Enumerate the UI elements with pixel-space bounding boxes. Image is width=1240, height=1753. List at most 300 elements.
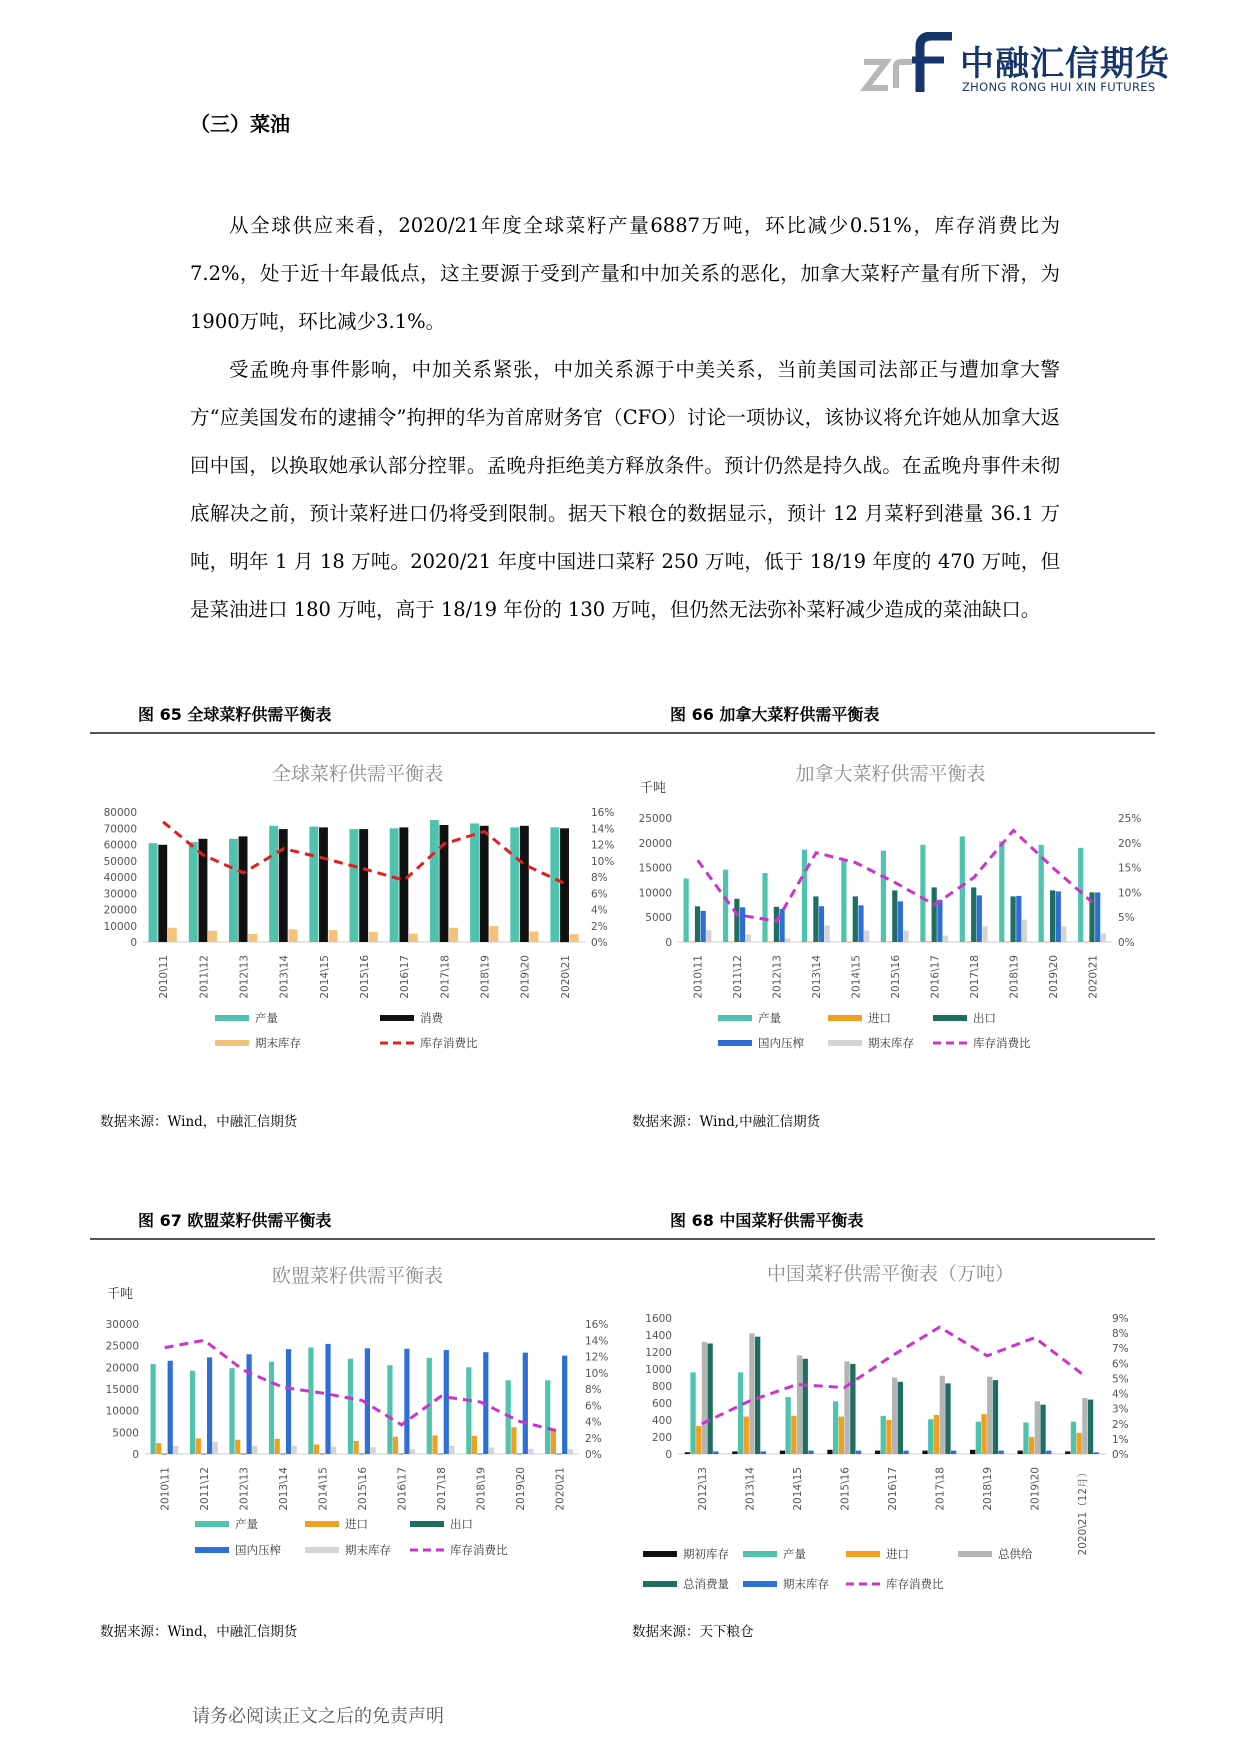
x-tick-label: 2019\20 [1047,955,1060,999]
chart-svg [95,750,620,1080]
bar-产量 [229,839,238,942]
bar-产量 [390,828,399,942]
bar-进口 [965,942,970,943]
bar-产量 [960,836,965,942]
bar-进口 [354,1441,359,1454]
y-tick-label: 0 [130,937,137,949]
chart-svg [628,750,1153,1080]
legend-label: 库存消费比 [886,1577,944,1591]
legend-swatch [933,1015,967,1021]
x-tick-label: 2019\20 [514,1467,527,1511]
y-tick-label: 60000 [103,839,137,852]
bar-期末库存 [713,1451,718,1454]
bar-期末库存 [761,1451,766,1454]
y2-tick-label: 12% [591,839,615,852]
x-tick-label: 2015\16 [359,955,371,999]
figure-68-title: 图 68 中国菜籽供需平衡表 [670,1211,864,1230]
x-tick-label: 2010\11 [158,955,171,999]
bar-出口 [201,1454,206,1455]
section-title: （三）菜油 [190,112,290,136]
bar-期初库存 [922,1451,927,1454]
legend-label: 消费 [420,1011,443,1025]
bar-期末库存 [999,1451,1004,1454]
x-tick-label: 2014\15 [317,1467,330,1511]
legend-label: 期末库存 [345,1543,391,1557]
y-tick-label: 5000 [645,912,672,925]
bar-期末库存 [168,928,177,942]
y2-tick-label: 10% [591,855,615,868]
bar-出口 [813,896,818,942]
chart-unit-label: 千吨 [107,1287,134,1302]
y-tick-label: 70000 [103,823,137,836]
bar-总供给 [1082,1398,1087,1454]
bar-出口 [774,907,779,942]
x-tick-label: 2020\21 [554,1467,567,1511]
bar-消费 [399,827,408,942]
bar-期末库存 [369,932,378,942]
bar-总供给 [940,1376,945,1454]
logo-english-name: ZHONG RONG HUI XIN FUTURES [962,80,1156,94]
chart-eu-rapeseed [95,1252,620,1602]
bar-产量 [269,826,278,942]
bar-期末库存 [570,934,579,942]
x-tick-label: 2016\17 [399,955,412,999]
bar-产量 [762,873,767,942]
bar-产量 [786,1397,791,1454]
bar-国内压榨 [701,911,706,942]
bar-进口 [1084,942,1089,943]
bar-消费 [480,826,489,942]
bar-国内压榨 [780,909,785,942]
y2-tick-label: 16% [585,1319,609,1331]
bar-进口 [235,1440,240,1454]
bar-期初库存 [875,1451,880,1454]
bar-进口 [472,1436,477,1454]
bar-总供给 [1035,1401,1040,1454]
bar-期末库存 [449,1446,454,1454]
legend-swatch [718,1040,752,1046]
bar-期末库存 [982,926,987,942]
bar-消费 [158,845,167,942]
bar-产量 [738,1372,743,1454]
y2-tick-label: 6% [591,888,608,901]
bar-出口 [695,906,700,942]
bar-期末库存 [568,1449,573,1454]
chart-title: 欧盟菜籽供需平衡表 [271,1265,444,1287]
y2-tick-label: 2% [1112,1418,1129,1431]
legend-label: 进口 [345,1517,368,1531]
y2-tick-label: 3% [1112,1403,1129,1416]
bar-出口 [399,1454,404,1455]
bar-期末库存 [410,1449,415,1454]
legend-label: 库存消费比 [973,1036,1031,1050]
bar-产量 [308,1347,313,1454]
bar-进口 [729,942,734,943]
bar-进口 [393,1437,398,1454]
y-tick-label: 1200 [645,1347,672,1359]
y2-tick-label: 8% [585,1384,602,1396]
y-tick-label: 50000 [103,855,137,868]
bar-产量 [149,843,158,942]
y2-tick-label: 7% [1112,1343,1129,1356]
bar-总供给 [749,1333,754,1454]
bar-进口 [887,942,892,943]
bar-产量 [387,1365,392,1454]
logo-mark-icon [860,32,956,94]
x-tick-label: 2014\15 [791,1467,804,1511]
bar-出口 [359,1454,364,1455]
y-tick-label: 20000 [103,904,137,917]
bar-消费 [319,827,328,942]
y2-tick-label: 6% [585,1400,602,1413]
legend-swatch [846,1551,880,1557]
bar-进口 [314,1445,319,1455]
x-tick-label: 2012\13 [696,1467,709,1511]
legend-swatch [305,1547,339,1553]
y2-tick-label: 4% [591,904,608,917]
bar-进口 [744,1417,749,1454]
y2-tick-label: 8% [1112,1328,1129,1341]
legend-swatch [643,1581,677,1587]
bar-国内压榨 [444,1350,449,1454]
bar-出口 [556,1454,561,1455]
y-tick-label: 1600 [645,1313,672,1325]
bar-期末库存 [173,1446,178,1454]
bar-总消费量 [898,1382,903,1454]
y2-tick-label: 2% [585,1432,602,1445]
bar-产量 [550,827,559,942]
bar-消费 [359,829,368,942]
bar-期末库存 [252,1446,257,1454]
x-tick-label: 2015\16 [839,1467,852,1511]
bar-期末库存 [289,929,298,942]
x-tick-label: 2013\14 [278,955,291,999]
bar-进口 [768,942,773,943]
legend-label: 进口 [868,1011,891,1025]
bar-进口 [1077,1433,1082,1454]
bar-进口 [839,1417,844,1454]
bar-期初库存 [970,1450,975,1454]
company-logo [860,20,1170,100]
x-tick-label: 2013\14 [278,1467,291,1511]
legend-label: 总供给 [998,1547,1033,1561]
legend-swatch [195,1547,229,1553]
bar-产量 [920,845,925,942]
y2-tick-label: 14% [585,1335,609,1348]
bar-期初库存 [685,1452,690,1454]
bar-产量 [1023,1423,1028,1454]
bar-进口 [981,1414,986,1454]
x-tick-label: 2017\18 [439,955,452,999]
bar-出口 [932,887,937,942]
bar-出口 [892,890,897,942]
bar-期末库存 [409,934,418,942]
bar-期末库存 [292,1446,297,1454]
bar-期初库存 [1065,1451,1070,1454]
bar-国内压榨 [523,1353,528,1454]
y2-tick-label: 6% [1112,1358,1129,1371]
bar-国内压榨 [977,895,982,942]
bar-产量 [190,1371,195,1454]
bar-进口 [808,942,813,943]
bar-期末库存 [489,1448,494,1455]
bar-总供给 [702,1342,707,1454]
y-tick-label: 15000 [638,862,672,875]
bar-期末库存 [331,1447,336,1454]
bar-国内压榨 [898,901,903,942]
bar-期末库存 [808,1451,813,1454]
x-tick-label: 2013\14 [811,955,824,999]
bar-总消费量 [993,1380,998,1454]
y2-tick-label: 10% [1118,887,1142,900]
bar-期末库存 [1022,920,1027,942]
bar-进口 [511,1427,516,1454]
y-tick-label: 20000 [638,837,672,850]
y2-tick-label: 5% [1112,1373,1129,1386]
bar-总供给 [797,1355,802,1454]
bar-总供给 [892,1378,897,1455]
y2-tick-label: 9% [1112,1313,1129,1325]
bar-产量 [684,879,689,943]
bar-进口 [1029,1437,1034,1454]
legend-label: 总消费量 [683,1577,729,1591]
bar-国内压榨 [740,907,745,942]
x-tick-label: 2011\12 [732,955,745,999]
legend-swatch [828,1015,862,1021]
bar-产量 [466,1367,471,1454]
x-tick-label: 2012\13 [238,955,251,999]
x-tick-label: 2018\19 [475,1467,488,1511]
y-tick-label: 80000 [103,807,137,819]
figure-65-title: 图 65 全球菜籽供需平衡表 [138,705,332,724]
bar-国内压榨 [562,1356,567,1454]
bar-产量 [1078,848,1083,942]
x-tick-label: 2014\15 [318,955,331,999]
bar-期末库存 [329,930,338,942]
y2-tick-label: 15% [1118,862,1142,875]
bar-国内压榨 [325,1344,330,1454]
bar-出口 [1011,896,1016,942]
y-tick-label: 5000 [112,1427,139,1440]
bar-进口 [196,1438,201,1454]
bar-进口 [934,1415,939,1454]
bar-国内压榨 [819,906,824,942]
disclaimer-footer: 请务必阅读正文之后的免责声明 [192,1706,444,1727]
y-tick-label: 25000 [105,1340,139,1353]
bar-出口 [280,1454,285,1455]
bar-国内压榨 [286,1349,291,1454]
y2-tick-label: 8% [591,872,608,884]
bar-国内压榨 [1016,896,1021,942]
y-tick-label: 800 [651,1381,672,1393]
figure-67-title: 图 67 欧盟菜籽供需平衡表 [138,1211,332,1230]
bar-出口 [1050,890,1055,942]
bar-国内压榨 [1095,892,1100,942]
bar-总消费量 [803,1359,808,1454]
legend-swatch [195,1521,229,1527]
bar-产量 [151,1364,156,1454]
bar-进口 [275,1439,280,1454]
legend-swatch [215,1015,249,1021]
bar-国内压榨 [207,1357,212,1454]
bar-期初库存 [780,1451,785,1454]
y-tick-label: 15000 [105,1384,139,1396]
y-tick-label: 30000 [103,888,137,901]
bar-产量 [690,1372,695,1454]
y-tick-label: 10000 [103,920,137,933]
y-tick-label: 30000 [105,1319,139,1331]
y-tick-label: 10000 [105,1405,139,1418]
x-tick-label: 2018\19 [1008,955,1021,999]
bar-出口 [241,1454,246,1455]
y-tick-label: 1400 [645,1330,672,1342]
bar-期末库存 [903,1451,908,1454]
bar-产量 [928,1419,933,1454]
y2-tick-label: 4% [1112,1388,1129,1401]
bar-期初库存 [827,1450,832,1454]
x-tick-label: 2017\18 [934,1467,947,1511]
legend-label: 产量 [783,1547,806,1561]
x-tick-label: 2017\18 [968,955,981,999]
legend-label: 期末库存 [255,1036,301,1050]
chart-china-rapeseed [628,1252,1153,1602]
y2-tick-label: 16% [591,807,615,819]
legend-swatch [215,1040,249,1046]
figure-65-source: 数据来源：Wind，中融汇信期货 [100,1114,298,1130]
legend-label: 出口 [973,1011,996,1025]
bar-产量 [999,841,1004,942]
x-tick-label: 2020\21（12月） [1077,1467,1090,1556]
y-tick-label: 600 [651,1398,672,1410]
bar-国内压榨 [858,905,863,942]
x-tick-label: 2016\17 [929,955,942,999]
bar-进口 [432,1435,437,1454]
bar-总消费量 [755,1337,760,1454]
x-tick-label: 2011\12 [199,1467,212,1511]
bar-总供给 [844,1361,849,1454]
x-tick-label: 2014\15 [850,955,863,999]
bar-国内压榨 [247,1354,252,1454]
bar-产量 [841,861,846,942]
y2-tick-label: 0% [585,1449,602,1461]
y-tick-label: 1000 [645,1364,672,1376]
bar-产量 [269,1362,274,1454]
bar-出口 [438,1454,443,1455]
bar-期末库存 [785,939,790,943]
bar-总消费量 [708,1344,713,1455]
bar-出口 [478,1454,483,1455]
x-tick-label: 2012\13 [771,955,784,999]
bar-期末库存 [530,931,539,942]
body-text [190,202,1060,634]
bar-进口 [791,1416,796,1454]
x-tick-label: 2011\12 [198,955,211,999]
bar-期末库存 [1101,934,1106,942]
x-tick-label: 2016\17 [887,1467,899,1511]
bar-期末库存 [489,926,498,942]
bar-产量 [802,850,807,942]
bar-消费 [520,826,529,942]
bar-进口 [689,942,694,943]
legend-swatch [380,1015,414,1021]
bar-产量 [348,1359,353,1454]
bar-国内压榨 [404,1349,409,1454]
x-tick-label: 2015\16 [890,955,902,999]
legend-label: 库存消费比 [450,1543,508,1557]
bar-期末库存 [208,931,217,942]
x-tick-label: 2019\20 [1029,1467,1042,1511]
bar-期末库存 [371,1447,376,1454]
legend-label: 期初库存 [683,1547,729,1561]
bar-产量 [309,827,318,942]
x-tick-label: 2018\19 [479,955,492,999]
bar-期末库存 [856,1451,861,1454]
figure-68-source: 数据来源：天下粮仓 [632,1624,754,1640]
legend-label: 产量 [255,1011,278,1025]
figure-67-source: 数据来源：Wind，中融汇信期货 [100,1624,298,1640]
x-tick-label: 2010\11 [159,1467,172,1511]
y-tick-label: 0 [665,1449,672,1461]
bar-产量 [833,1401,838,1454]
bar-产量 [545,1380,550,1454]
legend-label: 产量 [758,1011,781,1025]
bar-进口 [886,1420,891,1454]
y-tick-label: 10000 [638,887,672,900]
legend-swatch [743,1581,777,1587]
y2-tick-label: 0% [1112,1449,1129,1461]
x-tick-label: 2020\21 [559,955,572,999]
chart-unit-label: 千吨 [640,781,667,796]
bar-产量 [470,823,479,942]
bar-期末库存 [248,934,257,942]
y2-tick-label: 1% [1112,1433,1129,1446]
x-tick-label: 2010\11 [692,955,705,999]
x-tick-label: 2012\13 [238,1467,251,1511]
bar-期末库存 [1094,1452,1099,1454]
y2-tick-label: 5% [1118,912,1135,925]
y2-tick-label: 2% [591,920,608,933]
figure-66-source: 数据来源：Wind,中融汇信期货 [632,1114,821,1130]
y-tick-label: 0 [665,937,672,949]
chart-canada-rapeseed [628,750,1153,1080]
logo-chinese-name: 中融汇信期货 [960,44,1170,84]
figure-top-rule [90,1238,1155,1240]
x-tick-label: 2016\17 [396,1467,409,1511]
bar-期初库存 [1018,1451,1023,1454]
bar-产量 [350,829,359,942]
y2-tick-label: 25% [1118,813,1142,825]
y2-tick-label: 14% [591,823,615,836]
legend-swatch [743,1551,777,1557]
bar-期初库存 [732,1451,737,1454]
y2-tick-label: 4% [585,1416,602,1429]
bar-期末库存 [951,1451,956,1454]
x-tick-label: 2017\18 [435,1467,448,1511]
y-tick-label: 40000 [103,872,137,884]
bar-国内压榨 [937,900,942,942]
bar-期末库存 [528,1449,533,1454]
bar-总供给 [987,1377,992,1454]
chart-svg [628,1252,1153,1602]
bar-进口 [551,1429,556,1454]
bar-期末库存 [746,935,751,942]
bar-国内压榨 [168,1361,173,1454]
bar-产量 [510,827,519,942]
bar-进口 [156,1443,161,1454]
bar-出口 [162,1454,167,1455]
x-tick-label: 2013\14 [744,1467,757,1511]
legend-swatch [410,1521,444,1527]
